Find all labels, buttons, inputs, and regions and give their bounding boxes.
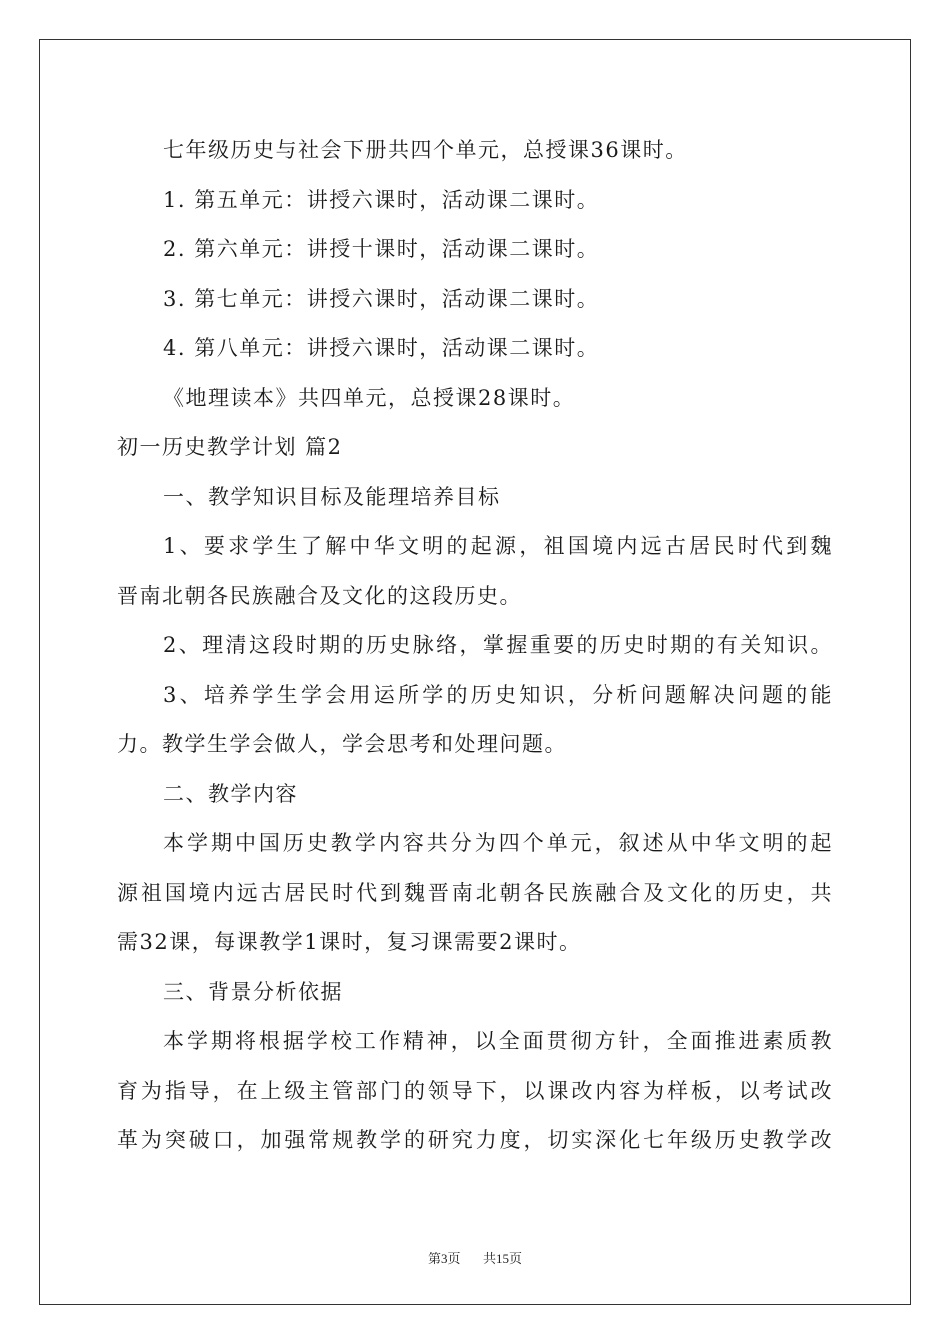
text-line: 初一历史教学计划 篇2 bbox=[117, 435, 343, 459]
text-line: 1、要求学生了解中华文明的起源，祖国境内远古居民时代到魏 bbox=[163, 534, 833, 558]
text-line: 源祖国境内远古居民时代到魏晋南北朝各民族融合及文化的历史，共 bbox=[117, 880, 833, 905]
text-line: 3、培养学生学会用运所学的历史知识，分析问题解决问题的能 bbox=[163, 682, 833, 707]
text-line: 三、背景分析依据 bbox=[163, 979, 343, 1004]
text-line: 二、教学内容 bbox=[163, 781, 298, 806]
text-line: 本学期将根据学校工作精神，以全面贯彻方针，全面推进素质教 bbox=[163, 1029, 833, 1053]
text-line: 《地理读本》共四单元，总授课28课时。 bbox=[163, 385, 576, 410]
text-line: 育为指导，在上级主管部门的领导下，以课改内容为样板，以考试改 bbox=[117, 1078, 833, 1103]
text-line: 晋南北朝各民族融合及文化的这段历史。 bbox=[117, 583, 522, 608]
document-body bbox=[117, 126, 833, 1166]
text-line: 2、理清这段时期的历史脉络，掌握重要的历史时期的有关知识。 bbox=[163, 633, 833, 657]
text-line: 革为突破口，加强常规教学的研究力度，切实深化七年级历史教学改 bbox=[117, 1128, 833, 1152]
text-line: 1. 第五单元：讲授六课时，活动课二课时。 bbox=[163, 187, 600, 212]
page-footer bbox=[0, 1248, 950, 1267]
text-line: 2. 第六单元：讲授十课时，活动课二课时。 bbox=[163, 237, 600, 261]
text-line: 力。教学生学会做人，学会思考和处理问题。 bbox=[117, 732, 567, 756]
page-number: 第3页 bbox=[427, 1251, 461, 1266]
text-line: 本学期中国历史教学内容共分为四个单元，叙述从中华文明的起 bbox=[163, 831, 833, 855]
text-line: 4. 第八单元：讲授六课时，活动课二课时。 bbox=[163, 336, 600, 360]
page-total: 共15页 bbox=[483, 1251, 523, 1266]
text-line: 一、教学知识目标及能理培养目标 bbox=[163, 484, 501, 509]
text-line: 需32课，每课教学1课时，复习课需要2课时。 bbox=[117, 930, 582, 954]
text-line: 七年级历史与社会下册共四个单元，总授课36课时。 bbox=[163, 138, 688, 162]
text-line: 3. 第七单元：讲授六课时，活动课二课时。 bbox=[163, 286, 600, 311]
